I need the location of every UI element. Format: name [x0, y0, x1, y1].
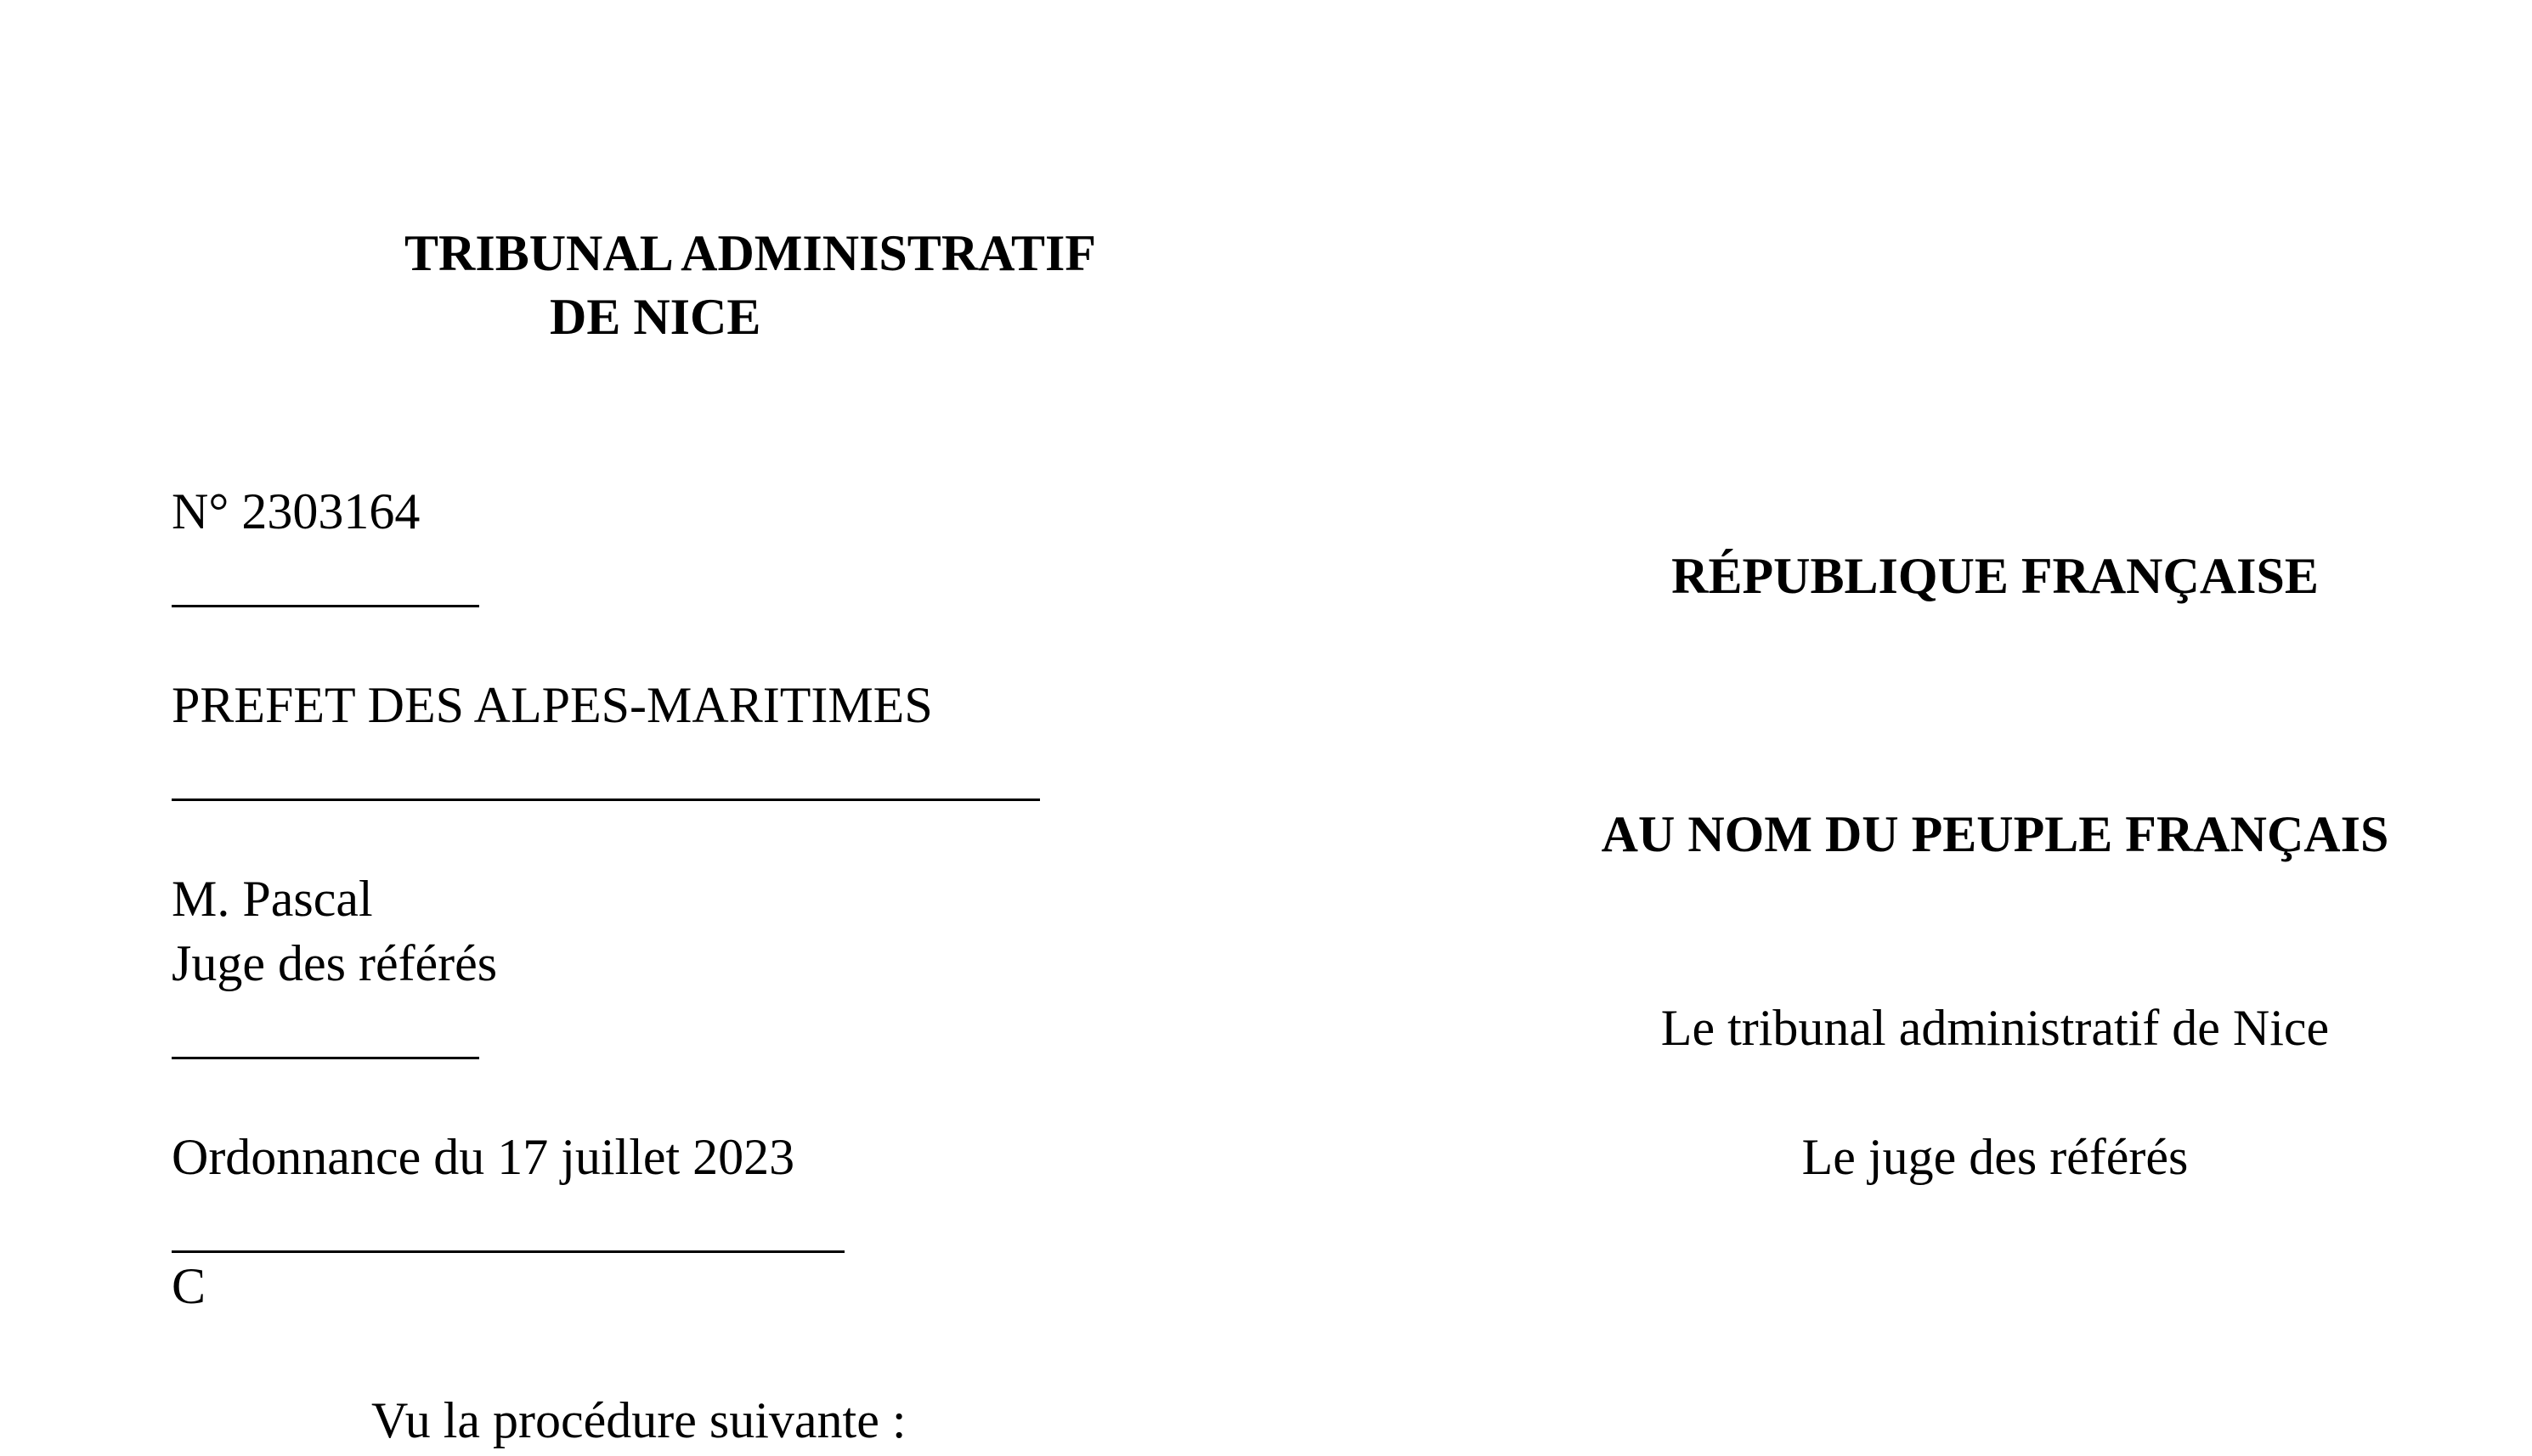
separator-line [172, 1250, 845, 1253]
classification-code: C [172, 1258, 206, 1314]
republic-heading: RÉPUBLIQUE FRANÇAISE [1671, 548, 2319, 604]
case-number: N° 2303164 [172, 483, 421, 539]
party-name: PREFET DES ALPES-MARITIMES [172, 677, 933, 733]
separator-line [172, 799, 1040, 801]
separator-line [172, 1057, 479, 1059]
procedure-intro: Vu la procédure suivante : [371, 1392, 907, 1448]
court-name-line1: TRIBUNAL ADMINISTRATIF [404, 225, 1097, 281]
judge-title: Juge des référés [172, 935, 498, 991]
ordonnance-date: Ordonnance du 17 juillet 2023 [172, 1129, 795, 1185]
separator-line [172, 605, 479, 607]
judge-name: M. Pascal [172, 871, 373, 927]
tribunal-line: Le tribunal administratif de Nice [1660, 1000, 2330, 1056]
people-heading: AU NOM DU PEUPLE FRANÇAIS [1601, 806, 2389, 862]
court-name-line2: DE NICE [550, 289, 761, 345]
judge-line: Le juge des référés [1801, 1129, 2189, 1185]
